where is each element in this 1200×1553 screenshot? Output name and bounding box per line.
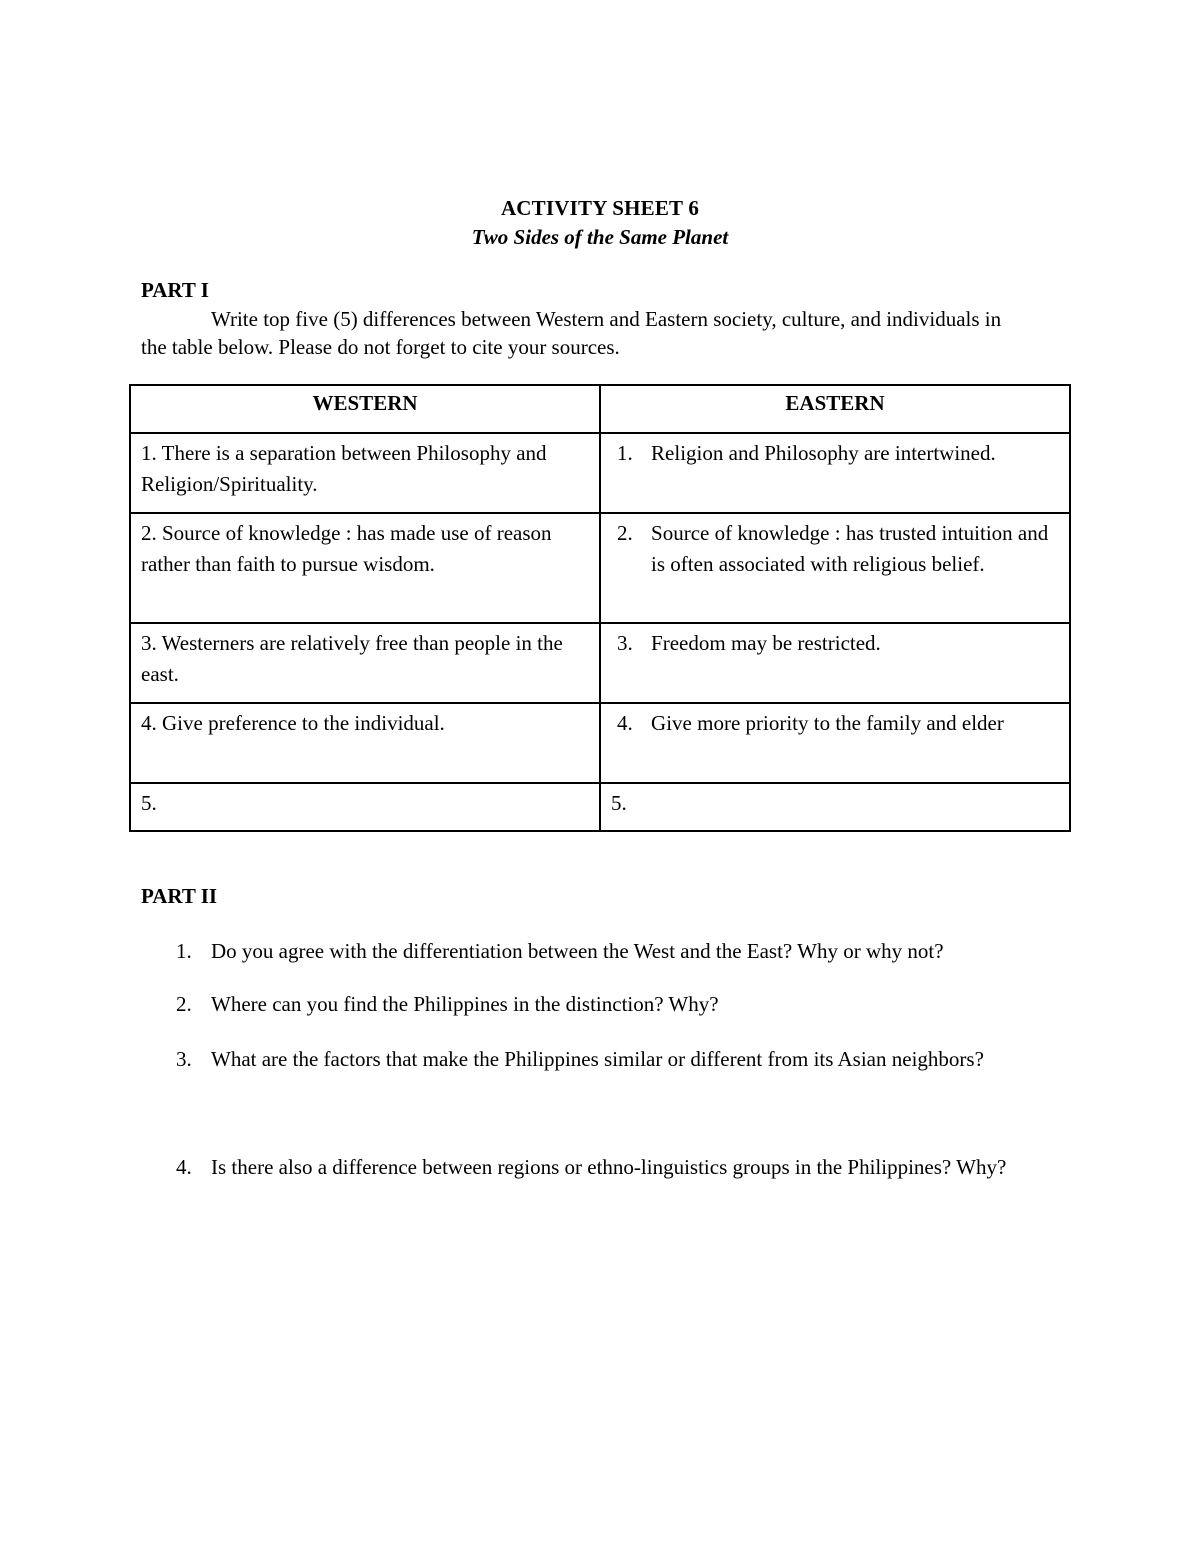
- table-row: [130, 783, 1070, 831]
- question-text: Is there also a difference between regions or ethno-linguistics groups in the Philippines? Why?: [211, 1155, 1007, 1179]
- western-cell: 4. Give preference to the individual.: [130, 703, 600, 783]
- part-1-instructions: Write top five (5) differences between Western and Eastern society, culture, and individuals in the table below. Please do not forget to cite your sources.: [141, 307, 1002, 359]
- column-header-western: WESTERN: [130, 385, 600, 433]
- eastern-item-text: Freedom may be restricted.: [651, 631, 881, 655]
- table-row: [130, 623, 1070, 703]
- question-item: [176, 1153, 1076, 1181]
- eastern-item-text: Religion and Philosophy are intertwined.: [651, 441, 996, 465]
- page-subtitle: Two Sides of the Same Planet: [471, 225, 729, 249]
- western-cell: 3. Westerners are relatively free than people in the east.: [130, 623, 600, 703]
- question-number: 4.: [176, 1155, 192, 1179]
- question-number: 1.: [176, 939, 192, 963]
- question-item: [176, 1045, 1076, 1073]
- question-text: Where can you find the Philippines in the distinction? Why?: [211, 992, 719, 1016]
- western-cell: 5.: [130, 783, 600, 831]
- question-number: 2.: [176, 992, 192, 1016]
- eastern-item-text: Give more priority to the family and elder: [651, 711, 1004, 735]
- question-text: What are the factors that make the Philippines similar or different from its Asian neighbors?: [211, 1047, 984, 1071]
- table-row: [130, 433, 1070, 513]
- eastern-item-number: 1.: [617, 441, 633, 465]
- question-item: [176, 990, 1076, 1018]
- table-header-row: [130, 385, 1070, 433]
- question-text: Do you agree with the differentiation between the West and the East? Why or why not?: [211, 939, 944, 963]
- part-1-heading: PART I: [141, 278, 209, 302]
- eastern-cell: 5.: [600, 783, 1070, 831]
- differences-table: [129, 384, 1071, 832]
- column-header-eastern: EASTERN: [600, 385, 1070, 433]
- eastern-item-number: 4.: [617, 711, 633, 735]
- western-cell: 2. Source of knowledge : has made use of reason rather than faith to pursue wisdom.: [130, 513, 600, 623]
- table-row: [130, 703, 1070, 783]
- eastern-cell: [600, 433, 1070, 513]
- table-row: [130, 513, 1070, 623]
- eastern-cell: [600, 513, 1070, 623]
- western-cell: 1. There is a separation between Philosophy and Religion/Spirituality.: [130, 433, 600, 513]
- question-number: 3.: [176, 1047, 192, 1071]
- eastern-item-text: Source of knowledge : has trusted intuition and is often associated with religious belief.: [651, 521, 1049, 576]
- eastern-cell: [600, 623, 1070, 703]
- eastern-cell: [600, 703, 1070, 783]
- eastern-item-number: 3.: [617, 631, 633, 655]
- eastern-item-number: 2.: [617, 521, 633, 545]
- question-item: [176, 937, 1076, 965]
- part-2-heading: PART II: [141, 884, 218, 908]
- page-title: ACTIVITY SHEET 6: [500, 196, 700, 220]
